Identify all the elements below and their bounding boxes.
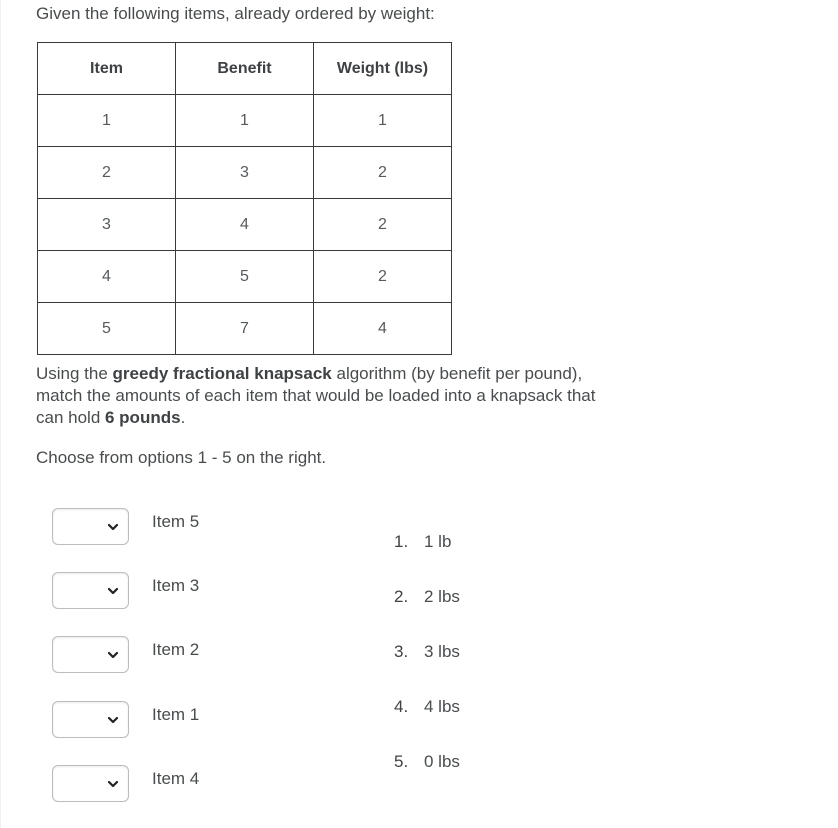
- cell-weight: 4: [314, 303, 452, 355]
- cell-weight: 2: [314, 251, 452, 303]
- option-text: 3 lbs: [424, 642, 460, 661]
- table-row: [38, 95, 452, 147]
- table-row: [38, 199, 452, 251]
- option-4: [394, 696, 460, 718]
- cell-benefit: 1: [176, 95, 314, 147]
- cell-benefit: 4: [176, 199, 314, 251]
- cell-weight: 2: [314, 147, 452, 199]
- cell-item: 4: [38, 251, 176, 303]
- option-number: 5.: [394, 752, 409, 771]
- question-bold-algorithm: greedy fractional knapsack: [112, 364, 332, 383]
- option-5: [394, 751, 460, 773]
- cell-benefit: 3: [176, 147, 314, 199]
- option-1: [394, 531, 451, 553]
- table-header-row: [38, 43, 452, 95]
- question-text: [36, 363, 626, 429]
- intro-text: Given the following items, already ordered by weight:: [36, 4, 435, 23]
- option-number: 2.: [394, 587, 409, 606]
- cell-item: 1: [38, 95, 176, 147]
- option-number: 1.: [394, 532, 409, 551]
- items-table: [37, 42, 452, 355]
- match-label: Item 4: [152, 769, 200, 788]
- header-benefit: Benefit: [176, 43, 314, 95]
- option-text: 1 lb: [424, 532, 452, 551]
- option-2: [394, 586, 460, 608]
- option-text: 2 lbs: [424, 587, 460, 606]
- option-text: 4 lbs: [424, 697, 460, 716]
- match-label: Item 5: [152, 512, 200, 531]
- option-number: 4.: [394, 697, 409, 716]
- chevron-down-icon: [106, 520, 120, 534]
- question-part-2: algorithm (by benefit per pound), match the amounts of each item that would be loaded into a knapsack that can hold: [36, 364, 596, 427]
- question-part-1: Using the: [36, 364, 113, 383]
- option-number: 3.: [394, 642, 409, 661]
- choose-instruction: Choose from options 1 - 5 on the right.: [36, 448, 327, 467]
- cell-benefit: 5: [176, 251, 314, 303]
- cell-weight: 1: [314, 95, 452, 147]
- header-weight: Weight (lbs): [314, 43, 452, 95]
- chevron-down-icon: [106, 584, 120, 598]
- cell-item: 2: [38, 147, 176, 199]
- cell-item: 5: [38, 303, 176, 355]
- cell-item: 3: [38, 199, 176, 251]
- header-item: Item: [38, 43, 176, 95]
- match-label: Item 1: [152, 705, 200, 724]
- match-label: Item 2: [152, 640, 200, 659]
- table-row: [38, 251, 452, 303]
- table-row: [38, 303, 452, 355]
- table-row: [38, 147, 452, 199]
- chevron-down-icon: [106, 777, 120, 791]
- chevron-down-icon: [106, 648, 120, 662]
- cell-weight: 2: [314, 199, 452, 251]
- question-part-3: .: [180, 408, 186, 427]
- match-label: Item 3: [152, 576, 200, 595]
- chevron-down-icon: [106, 713, 120, 727]
- option-text: 0 lbs: [424, 752, 460, 771]
- option-3: [394, 641, 460, 663]
- cell-benefit: 7: [176, 303, 314, 355]
- question-bold-capacity: 6 pounds: [105, 408, 181, 427]
